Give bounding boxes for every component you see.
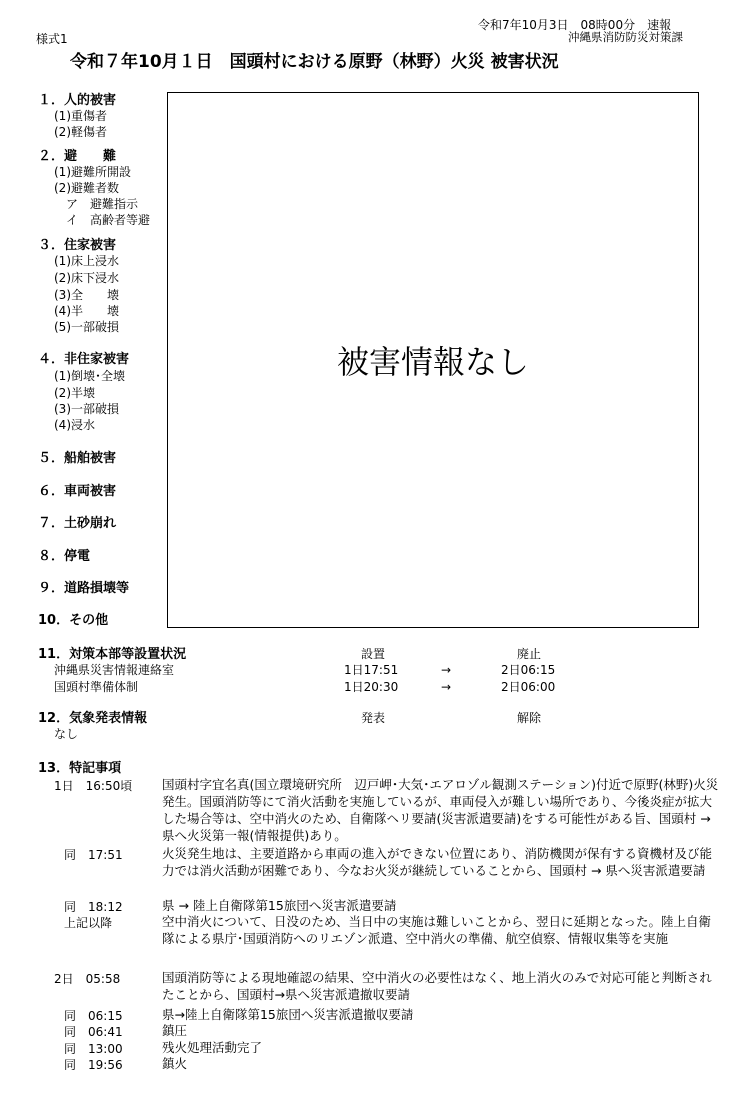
note-datetime: 1日 16:50頃 [54,779,133,793]
issuer: 沖縄県消防防災対策課 [568,30,683,44]
item-above-floor-flood: (1)床上浸水 [54,254,119,268]
note-text: 空中消火について、日没のため、当日中の実施は難しいことから、翌日に延期となった。陸上自衛隊による県庁･国頭消防へのリエゾン派遣、空中消火の準備、航空偵察、情報収集等を実施 [162,914,712,946]
section-title-non-housing-damage: ４．非住家被害 [38,352,130,367]
section-title-evacuation: ２．避 難 [38,149,117,164]
item-elderly-evacuation: イ 高齢者等避 [66,213,151,227]
item-below-floor-flood: (2)床下浸水 [54,271,119,285]
note-datetime: 同 06:15 [64,1009,123,1023]
section-title-road-damage: ９．道路損壊等 [38,581,130,596]
note-datetime: 同 18:12 [64,900,123,914]
section-title-hq-setup: 11．対策本部等設置状況 [38,647,187,662]
note-datetime: 同 06:41 [64,1025,123,1039]
note-datetime: 同 17:51 [64,848,123,862]
item-partial-damage: (5)一部破損 [54,320,119,334]
note-text: 国頭消防等による現地確認の結果、空中消火の必要性はなく、地上消火のみで対応可能と判断されたことから、国頭村→県へ災害派遣撤収要請 [162,970,712,1002]
section-title-other: 10．その他 [38,613,109,628]
no-damage-text: 被害情報なし [336,343,529,381]
item-nh-partial: (3)一部破損 [54,402,119,416]
item-nh-collapse: (1)倒壊･全壊 [54,369,125,383]
form-label: 様式1 [36,32,68,46]
note-datetime: 2日 05:58 [54,972,121,986]
col-cancel: 解除 [517,711,542,725]
hq-row-name: 沖縄県災害情報連絡室 [54,663,175,677]
note-text: 県 → 陸上自衛隊第15旅団へ災害派遣要請 [162,898,397,913]
hq-row-arrow: → [441,680,452,694]
section-title-weather-info: 12．気象発表情報 [38,711,148,726]
hq-row-abolish: 2日06:00 [501,680,556,694]
col-issue: 発表 [361,711,386,725]
section-title-human-damage: １．人的被害 [38,93,117,108]
note-text: 国頭村字宜名真(国立環境研究所 辺戸岬･大気･エアロゾル観測ステーション)付近で原野(林野)火災発生。国頭消防等にて消火活動を実施しているが、車両侵入が難しい場所であり、今後炎症が拡大した場合等は、空中消火のため、自衛隊ヘリ要請(災害派遣要請)をする可能性がある旨、国頭村 →県へ火災第一報(情報提供)あり。 [162,777,719,843]
hq-row-arrow: → [441,663,452,677]
item-nh-flood: (4)浸水 [54,418,95,432]
item-serious-injury: (1)重傷者 [54,109,107,123]
item-evacuee-count: (2)避難者数 [54,181,119,195]
item-shelter-open: (1)避難所開設 [54,165,131,179]
note-datetime: 同 19:56 [64,1058,123,1072]
col-abolish: 廃止 [517,647,542,661]
note-text: 火災発生地は、主要道路から車両の進入ができない位置にあり、消防機関が保有する資機材及び能力では消火活動が困難であり、今なお火災が継続していることから、国頭村 → 県へ災害派遣要請 [162,846,713,878]
item-nh-half: (2)半壊 [54,386,95,400]
page-title: 令和７年10月１日 国頭村における原野（林野）火災 被害状況 [70,52,559,72]
report-datetime: 令和7年10月3日 08時00分 速報 [478,18,672,32]
hq-row-setup: 1日20:30 [344,680,399,694]
note-datetime: 上記以降 [64,916,113,930]
hq-row-setup: 1日17:51 [344,663,399,677]
section-title-special-notes: 13．特記事項 [38,761,122,776]
note-text: 県→陸上自衛隊第15旅団へ災害派遣撤収要請 [162,1007,414,1022]
section-title-housing-damage: ３．住家被害 [38,238,117,253]
hq-row-abolish: 2日06:15 [501,663,556,677]
item-total-collapse: (3)全 壊 [54,288,119,302]
note-text: 鎮圧 [162,1023,188,1038]
item-minor-injury: (2)軽傷者 [54,125,107,139]
note-text: 残火処理活動完了 [162,1040,263,1055]
section-title-landslide: ７．土砂崩れ [38,516,117,531]
damage-info-box [167,92,699,628]
weather-info-value: なし [54,727,79,741]
section-title-power-outage: ８．停電 [38,549,91,564]
section-title-ship-damage: ５．船舶被害 [38,451,117,466]
hq-row-name: 国頭村準備体制 [54,680,139,694]
item-half-collapse: (4)半 壊 [54,304,119,318]
item-evacuation-order: ア 避難指示 [66,197,139,211]
note-text: 鎮火 [162,1056,188,1071]
col-setup: 設置 [361,647,386,661]
section-title-vehicle-damage: ６．車両被害 [38,484,117,499]
note-datetime: 同 13:00 [64,1042,123,1056]
